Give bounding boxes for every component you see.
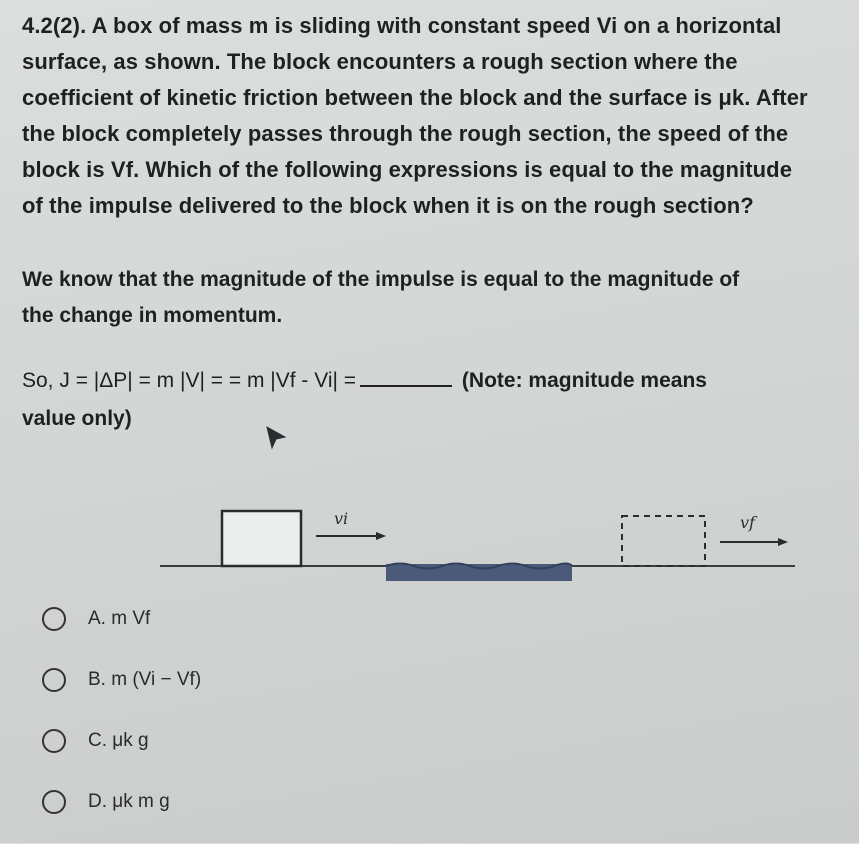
vi-label: vi (334, 509, 349, 528)
explanation-line: We know that the magnitude of the impulse is equal to the magnitude of (22, 268, 740, 291)
option-b[interactable] (42, 661, 201, 699)
vi-arrowhead (376, 532, 386, 540)
radio-button[interactable] (42, 790, 66, 814)
option-label: D. μk m g (88, 791, 170, 812)
option-label: C. μk g (88, 730, 149, 751)
question-line: block is Vf. Which of the following expressions is equal to the magnitude (22, 157, 793, 182)
question-line: surface, as shown. The block encounters a rough section where the (22, 49, 738, 74)
radio-button[interactable] (42, 729, 66, 753)
radio-button[interactable] (42, 607, 66, 631)
explanation-line: the change in momentum. (22, 304, 283, 327)
formula-note-continued: value only) (22, 407, 132, 430)
question-line: coefficient of kinetic friction between the block and the surface is μk. After (22, 85, 808, 110)
answer-options (42, 600, 201, 844)
initial-block (222, 511, 301, 566)
final-block (622, 516, 705, 566)
impulse-formula: So, J = |ΔP| = m |V| = = m |Vf - Vi| = (22, 369, 357, 392)
question-line: of the impulse delivered to the block when it is on the rough section? (22, 193, 754, 218)
vf-label: vf (740, 513, 755, 532)
mouse-cursor-icon (265, 425, 287, 451)
option-d[interactable] (42, 783, 201, 821)
question-line: 4.2(2). A box of mass m is sliding with constant speed Vi on a horizontal (22, 13, 782, 38)
vf-arrowhead (778, 538, 788, 546)
option-a[interactable] (42, 600, 201, 638)
option-c[interactable] (42, 722, 201, 760)
formula-note: (Note: magnitude means (461, 369, 707, 392)
option-label: B. m (Vi − Vf) (88, 669, 202, 690)
radio-button[interactable] (42, 668, 66, 692)
question-line: the block completely passes through the rough section, the speed of the (22, 121, 789, 146)
option-label: A. m Vf (88, 608, 151, 629)
